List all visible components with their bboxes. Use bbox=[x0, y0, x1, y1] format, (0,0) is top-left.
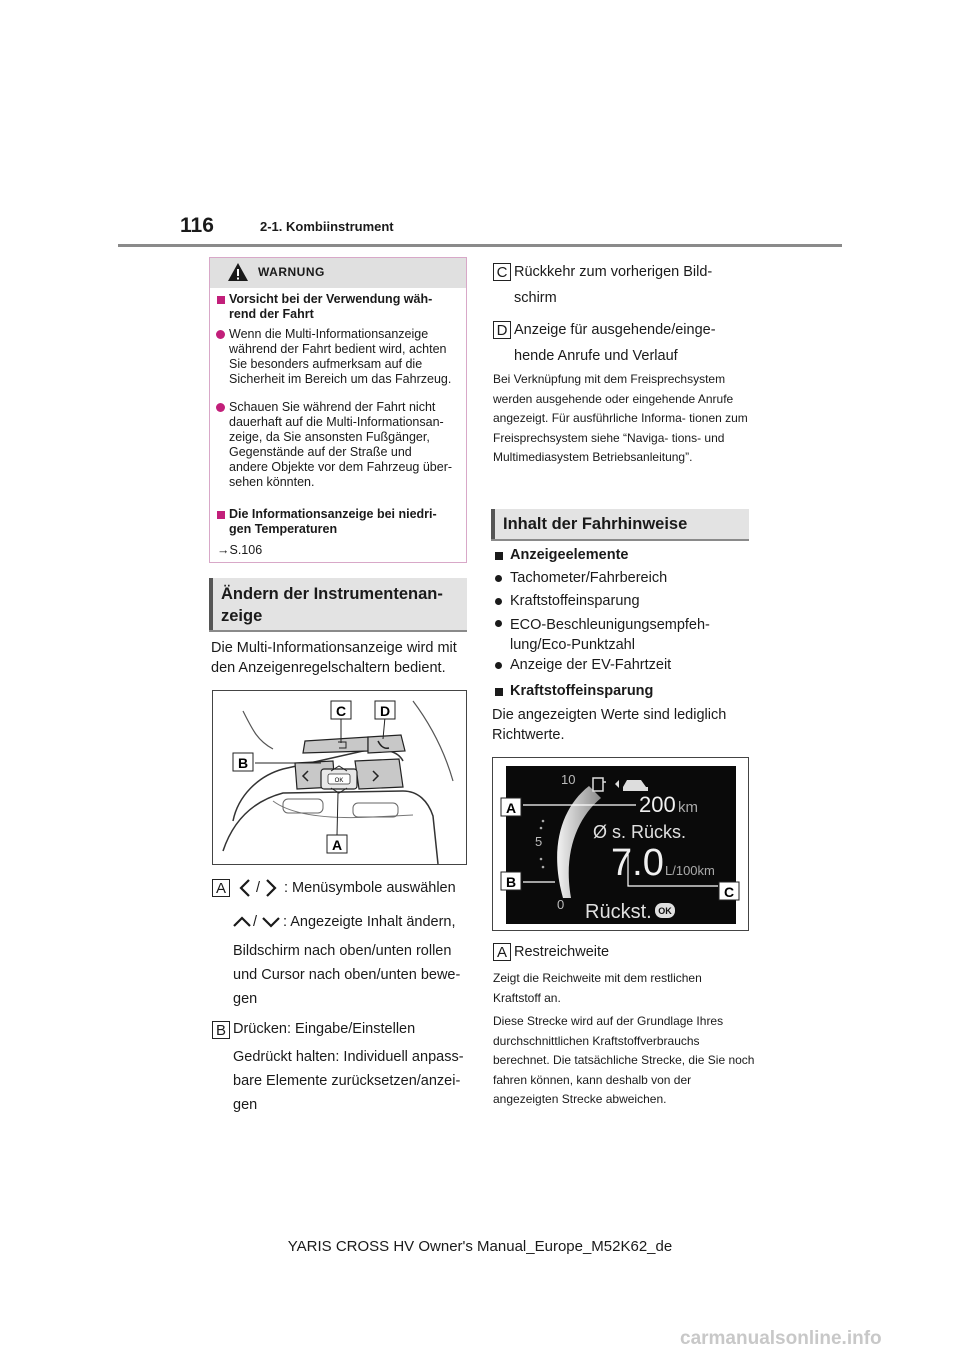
dot-bullet bbox=[495, 598, 502, 605]
group2-title: Kraftstoffeinsparung bbox=[510, 683, 654, 699]
section-title-line1: Ändern der Instrumentenan- bbox=[221, 585, 443, 603]
legend-letter-c: C bbox=[493, 263, 511, 281]
legend-letter-b: B bbox=[212, 1021, 230, 1039]
group2-text: Die angezeigten Werte sind lediglich Richtwerte. bbox=[492, 707, 727, 743]
figure2-label-c: C bbox=[723, 884, 735, 900]
section-title-line2: zeige bbox=[221, 607, 263, 625]
warning-item2-ref: →S.106 bbox=[217, 543, 263, 557]
warning-square-bullet bbox=[217, 296, 225, 304]
warning-square-bullet bbox=[217, 511, 225, 519]
range-value: 200 bbox=[639, 792, 676, 817]
watermark: carmanualsonline.info bbox=[680, 1328, 882, 1349]
chevron-down-icon bbox=[261, 916, 281, 928]
figure2-label-a: A bbox=[505, 800, 517, 816]
content-item-2: Kraftstoffeinsparung bbox=[510, 593, 640, 609]
content-item-1: Tachometer/Fahrbereich bbox=[510, 570, 668, 586]
consumption-unit: L/100km bbox=[665, 863, 715, 878]
square-bullet bbox=[495, 552, 503, 560]
ok-badge: OK bbox=[658, 906, 672, 916]
section-intro: Die Multi-Informationsanzeige wird mit den Anzeigenregelschaltern bedient. bbox=[211, 640, 457, 676]
slash: / bbox=[253, 914, 258, 930]
consumption-value: 7.0 bbox=[611, 842, 664, 884]
dot-bullet bbox=[495, 662, 502, 669]
legend-d-line1: Anzeige für ausgehende/einge- bbox=[514, 322, 716, 338]
legend-b-line3: bare Elemente zurücksetzen/anzei- bbox=[233, 1073, 461, 1089]
group1-title: Anzeigeelemente bbox=[510, 547, 629, 563]
fuel-economy-figure bbox=[492, 757, 749, 931]
tick-10: 10 bbox=[561, 772, 576, 787]
section-content-title: Inhalt der Fahrhinweise bbox=[503, 515, 688, 533]
legend-a-line1: : Menüsymbole auswählen bbox=[284, 880, 456, 896]
figure1-label-c: C bbox=[335, 703, 347, 719]
header-rule bbox=[118, 244, 842, 247]
figure1-label-d: D bbox=[379, 703, 391, 719]
ok-button-label: OK bbox=[334, 778, 344, 784]
warning-title: WARNUNG bbox=[258, 265, 325, 279]
warning-item1-bullet1: Wenn die Multi-Informationsanzeige während der Fahrt bedient wird, achten Sie besonders aufmerksam auf die Sicherheit im Bereich um das Fahrzeug. bbox=[229, 327, 452, 386]
range-unit: km bbox=[678, 799, 698, 816]
warning-item2-title: Die Informationsanzeige bei niedri- gen Temperaturen bbox=[229, 507, 437, 536]
figure1-label-a: A bbox=[331, 837, 343, 853]
chevron-right-icon bbox=[264, 878, 278, 898]
figure2-label-b: B bbox=[505, 874, 517, 890]
section-underline bbox=[491, 539, 749, 541]
warning-item1-title: Vorsicht bei der Verwendung wäh- rend der Fahrt bbox=[229, 292, 433, 321]
tick-0: 0 bbox=[557, 897, 565, 912]
legend-letter-d: D bbox=[493, 321, 511, 339]
content-item-3: ECO-Beschleunigungsempfeh- lung/Eco-Punktzahl bbox=[510, 617, 710, 653]
warning-dot-bullet bbox=[216, 330, 225, 339]
chevron-left-icon bbox=[238, 878, 252, 898]
reset-label: Rückst. bbox=[585, 901, 652, 923]
slash: / bbox=[256, 880, 261, 896]
legend-letter-a: A bbox=[212, 879, 230, 897]
dot-bullet bbox=[495, 620, 502, 627]
section-underline bbox=[209, 630, 467, 632]
legend-b-line4: gen bbox=[233, 1097, 258, 1113]
content-item-4: Anzeige der EV-Fahrtzeit bbox=[510, 657, 672, 673]
legend-a-line4: und Cursor nach oben/unten bewe- bbox=[233, 967, 461, 983]
legend-c-line1: Rückkehr zum vorherigen Bild- bbox=[514, 264, 713, 280]
warning-item1-bullet2: Schauen Sie während der Fahrt nicht dauerhaft auf die Multi-Informationsan- zeige, da Sie ansonsten Fußgänger, Gegenstände auf der Straße und andere Objekte vor dem Fahrzeug über- sehen könnten. bbox=[229, 400, 453, 489]
handsfree-note: Bei Verknüpfung mit dem Freisprechsystem werden ausgehende oder eingehende Anrufe angezeigt. Für ausführliche Informa- tionen zum Freisprechsystem siehe “Naviga- tions- und Multimediasystem Betriebsanleitung”. bbox=[493, 372, 748, 464]
legend-a-line5: gen bbox=[233, 991, 258, 1007]
dot-bullet bbox=[495, 575, 502, 582]
steering-switch-figure bbox=[212, 690, 467, 865]
tick-5: 5 bbox=[535, 834, 543, 849]
avg-label: Ø s. Rücks. bbox=[593, 822, 687, 842]
legend-b-line1: Drücken: Eingabe/Einstellen bbox=[233, 1021, 416, 1037]
steering-switch-illustration bbox=[213, 691, 466, 864]
square-bullet bbox=[495, 688, 503, 696]
legend-b-line2: Gedrückt halten: Individuell anpass- bbox=[233, 1049, 464, 1065]
legend-a-line2: : Angezeigte Inhalt ändern, bbox=[283, 914, 456, 930]
legend-letter-a2: A bbox=[493, 943, 511, 961]
chevron-up-icon bbox=[232, 916, 252, 928]
legend-d-line2: hende Anrufe und Verlauf bbox=[514, 348, 678, 364]
section-title: 2-1. Kombiinstrument bbox=[260, 219, 394, 234]
page-number: 116 bbox=[180, 214, 214, 237]
restreichweite-title: Restreichweite bbox=[514, 944, 610, 960]
legend-a-line3: Bildschirm nach oben/unten rollen bbox=[233, 943, 452, 959]
warning-dot-bullet bbox=[216, 403, 225, 412]
footer-text: YARIS CROSS HV Owner's Manual_Europe_M52K62_de bbox=[287, 1238, 673, 1255]
legend-c-line2: schirm bbox=[514, 290, 557, 306]
warning-triangle-icon bbox=[227, 262, 249, 282]
fuel-economy-display bbox=[493, 758, 748, 930]
restreichweite-p2: Diese Strecke wird auf der Grundlage Ihres durchschnittlichen Kraftstoffverbrauchs berechnet. Die tatsächliche Strecke, die Sie noch fahren können, kann deshalb von der angezeigten Strecke abweichen. bbox=[493, 1014, 755, 1106]
restreichweite-p1: Zeigt die Reichweite mit dem restlichen Kraftstoff an. bbox=[493, 971, 702, 1005]
figure1-label-b: B bbox=[237, 755, 249, 771]
